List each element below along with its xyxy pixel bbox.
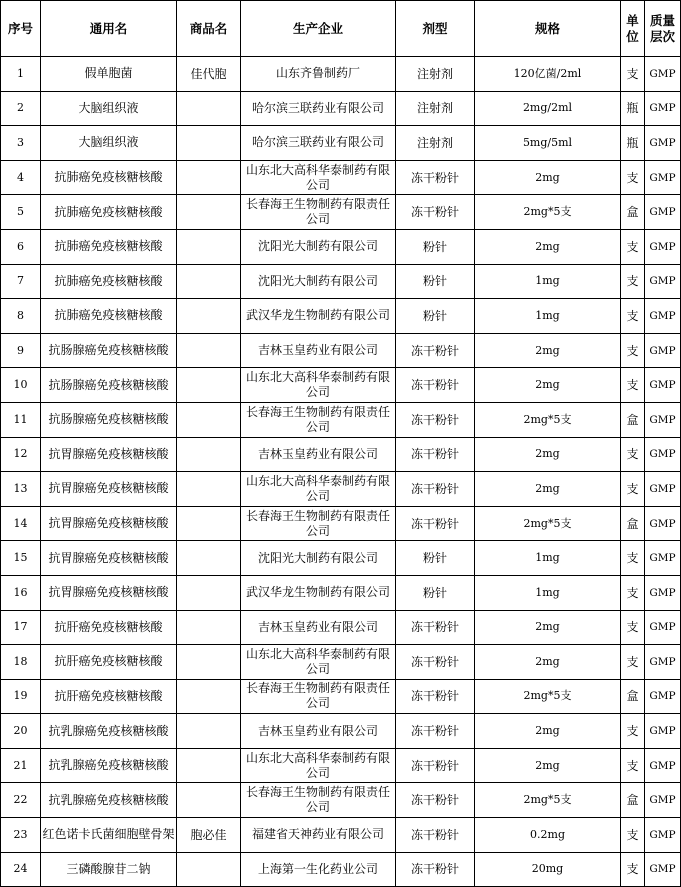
cell-manufacturer: 武汉华龙生物制药有限公司	[241, 299, 396, 334]
cell-manufacturer: 长春海王生物制药有限责任公司	[241, 506, 396, 541]
cell-quality-level: GMP	[645, 852, 681, 887]
table-row	[1, 645, 681, 680]
cell-index: 9	[1, 333, 41, 368]
cell-dosage-form: 冻干粉针	[396, 506, 475, 541]
cell-unit: 支	[621, 541, 645, 576]
cell-trade-name	[177, 575, 241, 610]
cell-index: 8	[1, 299, 41, 334]
cell-index: 5	[1, 195, 41, 230]
cell-generic-name: 抗肺癌免疫核糖核酸	[41, 264, 177, 299]
cell-index: 13	[1, 472, 41, 507]
cell-unit: 支	[621, 852, 645, 887]
cell-quality-level: GMP	[645, 264, 681, 299]
cell-generic-name: 抗肺癌免疫核糖核酸	[41, 229, 177, 264]
cell-unit: 支	[621, 714, 645, 749]
cell-unit: 支	[621, 610, 645, 645]
cell-manufacturer: 吉林玉皇药业有限公司	[241, 437, 396, 472]
cell-quality-level: GMP	[645, 368, 681, 403]
table-row	[1, 160, 681, 195]
cell-generic-name: 三磷酸腺苷二钠	[41, 852, 177, 887]
cell-unit: 支	[621, 645, 645, 680]
table-row	[1, 299, 681, 334]
cell-index: 6	[1, 229, 41, 264]
header-index: 序号	[1, 1, 41, 57]
cell-dosage-form: 冻干粉针	[396, 645, 475, 680]
cell-specification: 2mg	[475, 472, 621, 507]
cell-specification: 2mg	[475, 748, 621, 783]
cell-quality-level: GMP	[645, 575, 681, 610]
cell-quality-level: GMP	[645, 437, 681, 472]
cell-index: 4	[1, 160, 41, 195]
cell-trade-name	[177, 679, 241, 714]
cell-trade-name	[177, 160, 241, 195]
cell-dosage-form: 注射剂	[396, 57, 475, 92]
cell-trade-name	[177, 472, 241, 507]
cell-trade-name	[177, 610, 241, 645]
cell-specification: 2mg*5支	[475, 679, 621, 714]
cell-generic-name: 抗肠腺癌免疫核糖核酸	[41, 368, 177, 403]
cell-manufacturer: 长春海王生物制药有限责任公司	[241, 783, 396, 818]
cell-dosage-form: 冻干粉针	[396, 748, 475, 783]
cell-trade-name	[177, 299, 241, 334]
cell-unit: 支	[621, 57, 645, 92]
cell-unit: 盒	[621, 506, 645, 541]
cell-quality-level: GMP	[645, 472, 681, 507]
cell-manufacturer: 山东北大高科华泰制药有限公司	[241, 160, 396, 195]
cell-specification: 2mg	[475, 645, 621, 680]
cell-generic-name: 抗乳腺癌免疫核糖核酸	[41, 748, 177, 783]
cell-quality-level: GMP	[645, 506, 681, 541]
cell-unit: 支	[621, 575, 645, 610]
cell-quality-level: GMP	[645, 160, 681, 195]
cell-unit: 盒	[621, 195, 645, 230]
cell-generic-name: 抗肺癌免疫核糖核酸	[41, 195, 177, 230]
table-row	[1, 57, 681, 92]
cell-quality-level: GMP	[645, 195, 681, 230]
cell-index: 18	[1, 645, 41, 680]
cell-index: 7	[1, 264, 41, 299]
cell-index: 24	[1, 852, 41, 887]
table-row	[1, 91, 681, 126]
cell-generic-name: 抗胃腺癌免疫核糖核酸	[41, 506, 177, 541]
cell-specification: 2mg*5支	[475, 783, 621, 818]
cell-index: 10	[1, 368, 41, 403]
cell-index: 23	[1, 818, 41, 853]
cell-quality-level: GMP	[645, 91, 681, 126]
cell-trade-name	[177, 541, 241, 576]
cell-generic-name: 抗胃腺癌免疫核糖核酸	[41, 541, 177, 576]
cell-manufacturer: 吉林玉皇药业有限公司	[241, 333, 396, 368]
cell-trade-name	[177, 333, 241, 368]
cell-specification: 1mg	[475, 299, 621, 334]
cell-dosage-form: 冻干粉针	[396, 818, 475, 853]
header-trade-name: 商品名	[177, 1, 241, 57]
cell-unit: 盒	[621, 679, 645, 714]
cell-specification: 2mg/2ml	[475, 91, 621, 126]
cell-index: 16	[1, 575, 41, 610]
cell-specification: 0.2mg	[475, 818, 621, 853]
cell-trade-name	[177, 126, 241, 161]
table-row	[1, 229, 681, 264]
cell-trade-name	[177, 506, 241, 541]
cell-manufacturer: 沈阳光大制药有限公司	[241, 229, 396, 264]
cell-unit: 支	[621, 160, 645, 195]
cell-trade-name: 佳代胞	[177, 57, 241, 92]
cell-specification: 2mg	[475, 714, 621, 749]
cell-manufacturer: 长春海王生物制药有限责任公司	[241, 402, 396, 437]
cell-dosage-form: 注射剂	[396, 126, 475, 161]
cell-unit: 支	[621, 333, 645, 368]
table-row	[1, 610, 681, 645]
cell-specification: 2mg	[475, 229, 621, 264]
cell-unit: 瓶	[621, 126, 645, 161]
table-body	[1, 57, 681, 887]
cell-quality-level: GMP	[645, 645, 681, 680]
cell-quality-level: GMP	[645, 229, 681, 264]
cell-dosage-form: 冻干粉针	[396, 472, 475, 507]
cell-generic-name: 抗胃腺癌免疫核糖核酸	[41, 437, 177, 472]
cell-generic-name: 抗胃腺癌免疫核糖核酸	[41, 472, 177, 507]
table-row	[1, 679, 681, 714]
cell-unit: 支	[621, 229, 645, 264]
cell-specification: 120亿菌/2ml	[475, 57, 621, 92]
table-row	[1, 714, 681, 749]
table-row	[1, 126, 681, 161]
cell-trade-name	[177, 714, 241, 749]
cell-unit: 支	[621, 818, 645, 853]
cell-manufacturer: 山东北大高科华泰制药有限公司	[241, 472, 396, 507]
cell-generic-name: 抗乳腺癌免疫核糖核酸	[41, 714, 177, 749]
cell-trade-name	[177, 783, 241, 818]
cell-unit: 支	[621, 437, 645, 472]
cell-index: 17	[1, 610, 41, 645]
cell-manufacturer: 山东北大高科华泰制药有限公司	[241, 645, 396, 680]
cell-generic-name: 抗肺癌免疫核糖核酸	[41, 299, 177, 334]
cell-specification: 5mg/5ml	[475, 126, 621, 161]
cell-dosage-form: 冻干粉针	[396, 333, 475, 368]
cell-generic-name: 大脑组织液	[41, 91, 177, 126]
cell-index: 3	[1, 126, 41, 161]
cell-quality-level: GMP	[645, 299, 681, 334]
cell-quality-level: GMP	[645, 333, 681, 368]
table-row	[1, 264, 681, 299]
cell-trade-name	[177, 748, 241, 783]
cell-manufacturer: 吉林玉皇药业有限公司	[241, 714, 396, 749]
table-row	[1, 437, 681, 472]
cell-dosage-form: 冻干粉针	[396, 610, 475, 645]
cell-generic-name: 抗肝癌免疫核糖核酸	[41, 610, 177, 645]
cell-dosage-form: 冻干粉针	[396, 160, 475, 195]
cell-dosage-form: 冻干粉针	[396, 368, 475, 403]
cell-dosage-form: 冻干粉针	[396, 679, 475, 714]
cell-dosage-form: 粉针	[396, 264, 475, 299]
cell-specification: 2mg	[475, 160, 621, 195]
cell-index: 21	[1, 748, 41, 783]
cell-index: 22	[1, 783, 41, 818]
table-row	[1, 818, 681, 853]
table-row	[1, 368, 681, 403]
cell-quality-level: GMP	[645, 818, 681, 853]
cell-trade-name: 胞必佳	[177, 818, 241, 853]
cell-specification: 2mg	[475, 333, 621, 368]
header-manufacturer: 生产企业	[241, 1, 396, 57]
cell-specification: 1mg	[475, 575, 621, 610]
cell-specification: 20mg	[475, 852, 621, 887]
cell-unit: 瓶	[621, 91, 645, 126]
cell-specification: 2mg	[475, 437, 621, 472]
cell-unit: 盒	[621, 783, 645, 818]
cell-manufacturer: 上海第一生化药业公司	[241, 852, 396, 887]
cell-generic-name: 抗肺癌免疫核糖核酸	[41, 160, 177, 195]
cell-quality-level: GMP	[645, 714, 681, 749]
cell-index: 19	[1, 679, 41, 714]
cell-index: 1	[1, 57, 41, 92]
cell-dosage-form: 冻干粉针	[396, 714, 475, 749]
cell-generic-name: 抗肝癌免疫核糖核酸	[41, 679, 177, 714]
cell-manufacturer: 山东北大高科华泰制药有限公司	[241, 368, 396, 403]
cell-quality-level: GMP	[645, 57, 681, 92]
cell-dosage-form: 冻干粉针	[396, 783, 475, 818]
cell-dosage-form: 粉针	[396, 229, 475, 264]
cell-manufacturer: 武汉华龙生物制药有限公司	[241, 575, 396, 610]
table-row	[1, 402, 681, 437]
cell-unit: 支	[621, 748, 645, 783]
cell-generic-name: 抗肠腺癌免疫核糖核酸	[41, 333, 177, 368]
cell-generic-name: 抗乳腺癌免疫核糖核酸	[41, 783, 177, 818]
cell-generic-name: 大脑组织液	[41, 126, 177, 161]
table-row	[1, 195, 681, 230]
cell-specification: 1mg	[475, 541, 621, 576]
cell-index: 14	[1, 506, 41, 541]
cell-unit: 支	[621, 368, 645, 403]
header-unit: 单位	[621, 1, 645, 57]
header-row	[1, 1, 681, 57]
cell-trade-name	[177, 195, 241, 230]
cell-quality-level: GMP	[645, 610, 681, 645]
cell-generic-name: 抗肠腺癌免疫核糖核酸	[41, 402, 177, 437]
cell-dosage-form: 粉针	[396, 299, 475, 334]
header-dosage-form: 剂型	[396, 1, 475, 57]
cell-specification: 2mg*5支	[475, 506, 621, 541]
cell-trade-name	[177, 229, 241, 264]
table-row	[1, 506, 681, 541]
cell-dosage-form: 粉针	[396, 575, 475, 610]
header-generic-name: 通用名	[41, 1, 177, 57]
table-row	[1, 783, 681, 818]
cell-dosage-form: 冻干粉针	[396, 195, 475, 230]
table-row	[1, 575, 681, 610]
header-specification: 规格	[475, 1, 621, 57]
cell-manufacturer: 哈尔滨三联药业有限公司	[241, 126, 396, 161]
cell-dosage-form: 粉针	[396, 541, 475, 576]
cell-manufacturer: 吉林玉皇药业有限公司	[241, 610, 396, 645]
table-row	[1, 333, 681, 368]
cell-dosage-form: 冻干粉针	[396, 437, 475, 472]
cell-quality-level: GMP	[645, 748, 681, 783]
cell-unit: 支	[621, 472, 645, 507]
cell-manufacturer: 沈阳光大制药有限公司	[241, 541, 396, 576]
cell-index: 11	[1, 402, 41, 437]
cell-trade-name	[177, 264, 241, 299]
cell-trade-name	[177, 645, 241, 680]
cell-manufacturer: 山东北大高科华泰制药有限公司	[241, 748, 396, 783]
cell-manufacturer: 山东齐鲁制药厂	[241, 57, 396, 92]
cell-generic-name: 假单胞菌	[41, 57, 177, 92]
cell-manufacturer: 沈阳光大制药有限公司	[241, 264, 396, 299]
table-row	[1, 748, 681, 783]
cell-manufacturer: 福建省天神药业有限公司	[241, 818, 396, 853]
cell-manufacturer: 长春海王生物制药有限责任公司	[241, 679, 396, 714]
cell-index: 15	[1, 541, 41, 576]
cell-manufacturer: 哈尔滨三联药业有限公司	[241, 91, 396, 126]
table-row	[1, 472, 681, 507]
cell-quality-level: GMP	[645, 541, 681, 576]
cell-quality-level: GMP	[645, 402, 681, 437]
cell-quality-level: GMP	[645, 783, 681, 818]
cell-index: 2	[1, 91, 41, 126]
cell-specification: 2mg*5支	[475, 195, 621, 230]
cell-unit: 支	[621, 299, 645, 334]
cell-index: 12	[1, 437, 41, 472]
cell-specification: 2mg	[475, 368, 621, 403]
table-row	[1, 541, 681, 576]
cell-dosage-form: 冻干粉针	[396, 402, 475, 437]
cell-unit: 盒	[621, 402, 645, 437]
cell-generic-name: 抗肝癌免疫核糖核酸	[41, 645, 177, 680]
cell-trade-name	[177, 402, 241, 437]
cell-dosage-form: 冻干粉针	[396, 852, 475, 887]
cell-specification: 2mg	[475, 610, 621, 645]
cell-trade-name	[177, 91, 241, 126]
cell-index: 20	[1, 714, 41, 749]
table-row	[1, 852, 681, 887]
cell-specification: 2mg*5支	[475, 402, 621, 437]
cell-specification: 1mg	[475, 264, 621, 299]
cell-generic-name: 红色诺卡氏菌细胞壁骨架	[41, 818, 177, 853]
cell-trade-name	[177, 437, 241, 472]
cell-trade-name	[177, 368, 241, 403]
cell-dosage-form: 注射剂	[396, 91, 475, 126]
cell-quality-level: GMP	[645, 679, 681, 714]
cell-trade-name	[177, 852, 241, 887]
cell-unit: 支	[621, 264, 645, 299]
header-quality-level: 质量层次	[645, 1, 681, 57]
cell-generic-name: 抗胃腺癌免疫核糖核酸	[41, 575, 177, 610]
cell-quality-level: GMP	[645, 126, 681, 161]
cell-manufacturer: 长春海王生物制药有限责任公司	[241, 195, 396, 230]
